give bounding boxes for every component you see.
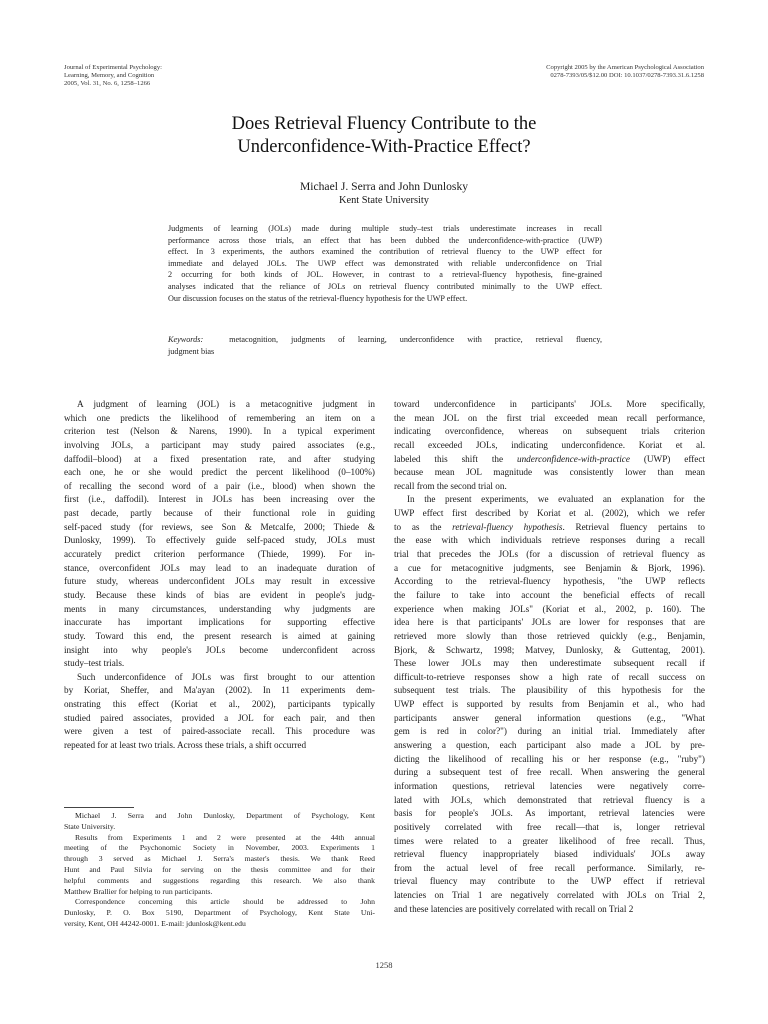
body-text-line: and these latencies are positively correlated with recall on Trial 2 <box>394 903 634 914</box>
body-text-line: trial that precedes the JOLs (for a discussion of retrieval fluency as <box>394 549 705 560</box>
body-text-line: insight into why people's JOLs become underconfident across <box>64 644 375 655</box>
body-text-line: each one, he or she would predict the percent likelihood (0–100%) <box>64 467 375 478</box>
authors: Michael J. Serra and John Dunlosky <box>299 180 469 193</box>
body-text-line: retrieved more slowly than those retrieved quickly (e.g., Benjamin, <box>394 630 705 641</box>
keywords <box>168 334 602 357</box>
title-line-2: Underconfidence-With-Practice Effect? <box>237 137 531 157</box>
body-text-line: the mean JOL on the first trial exceeded mean recall performance, <box>394 412 705 423</box>
body-text-line: gem is red in color?") during an initial trial. Immediately after <box>394 726 705 737</box>
body-text-line: These lower JOLs may then underestimate subsequent recall if <box>394 658 705 669</box>
article-title <box>64 113 704 159</box>
body-text-line: Such underconfidence of JOLs was first brought to our attention <box>77 671 375 682</box>
body-text-line: answering a question, each participant also made a JOL by pre- <box>394 740 705 751</box>
body-text-line: times were related to a greater likelihood of free recall. Thus, <box>394 835 705 846</box>
journal-subtitle: Learning, Memory, and Cognition <box>64 72 155 79</box>
body-text-line: stance, overconfident JOLs may lead to an inadequate duration of <box>64 562 375 573</box>
footnote-line: Results from Experiments 1 and 2 were presented at the 44th annual <box>75 832 375 842</box>
body-text-line: idea here is that participants' JOLs are lower for responses that are <box>394 617 705 628</box>
footnote-line: Correspondence concerning this article should be addressed to John <box>75 897 375 907</box>
body-text-line: UWP effect is supported by results from Benjamin et al., who had <box>394 699 705 710</box>
body-text-line: dicting the likelihood of recalling his or her response (e.g., "ruby") <box>394 753 705 764</box>
body-text-line: Dunlosky, 1999). To effectively guide self-paced study, JOLs must <box>64 535 375 546</box>
body-text-line: ments in many circumstances, understanding why judgments are <box>64 603 375 614</box>
abstract-line: effect. In 3 experiments, the authors examined the contribution of retrieval fluency to the UWP effect for <box>168 247 602 257</box>
body-text-line: criterion test (Nelson & Narens, 1990). In a typical experiment <box>64 426 375 437</box>
body-text-line: participants answer general information questions (e.g., "What <box>394 712 705 723</box>
footnote-line: helpful comments and suggestions regarding this research. We also thank <box>64 875 375 885</box>
left-column <box>64 398 375 753</box>
keywords-line <box>168 334 602 346</box>
footnote-rule <box>64 807 134 808</box>
body-text-line: retrieval fluency inappropriately biased individuals' JOLs away <box>394 849 705 860</box>
abstract-line: performance across those trials, an effect that has been dubbed the underconfidence-with-practice (UWP) <box>168 235 602 245</box>
body-text-line: recall exceeded JOLs, indicating underconfidence. Koriat et al. <box>394 439 705 450</box>
body-text-line: toward underconfidence in participants' JOLs. More specifically, <box>394 399 705 409</box>
body-text-line: indicating overconfidence, whereas on subsequent trials criterion <box>394 426 705 437</box>
body-text-line: study–test trials. <box>64 658 125 669</box>
footnote-line: through 3 served as Michael J. Serra's master's thesis. We thank Reed <box>64 854 375 864</box>
body-text-line: In the present experiments, we evaluated an explanation for the <box>407 494 705 505</box>
body-text-line: the ease with which individuals retrieve responses during a recall <box>394 535 705 546</box>
abstract-line: Judgments of learning (JOLs) made during multiple study–test trials underestimate increases in recall <box>168 224 602 233</box>
body-text-line: Bjork, & Schwartz, 1998; Matvey, Dunlosky, & Guttentag, 2001). <box>394 644 705 655</box>
footnote-line: Dunlosky, P. O. Box 5190, Department of Psychology, Kent State Uni- <box>64 908 375 918</box>
body-text-line: self-paced study (for reviews, see Son & Metcalfe, 2000; Thiede & <box>64 521 375 532</box>
body-text-line: experience when making JOLs" (Koriat et al., 2002, p. 160). The <box>394 603 705 614</box>
body-text-line: study. Toward this end, the present research is aimed at gaining <box>64 630 375 641</box>
body-text-line: A judgment of learning (JOL) is a metacognitive judgment in <box>77 399 375 409</box>
body-text-line: UWP effect first described by Koriat et al. (2002), which we refer <box>394 508 705 519</box>
footnote-line: Hunt and Paul Silvia for serving on the thesis committee and for their <box>64 864 375 874</box>
journal-name: Journal of Experimental Psychology: <box>64 64 162 71</box>
body-text-line: the failure to take into account the beneficial effects of recall <box>394 589 705 600</box>
copyright-line: Copyright 2005 by the American Psychological Association <box>546 64 704 71</box>
body-text-line: during a subsequent test of free recall. When answering the general <box>394 767 705 778</box>
body-text-line: studied paired associates, provided a JOL for each pair, and then <box>64 712 375 723</box>
body-text-line: to as the retrieval-fluency hypothesis. Retrieval fluency pertains to <box>394 521 706 532</box>
body-text-line: trieval fluency may contribute to the UWP effect if retrieval <box>394 876 705 887</box>
journal-volume: 2005, Vol. 31, No. 6, 1258–1266 <box>64 80 151 87</box>
body-text-line: a cue for metacognitive judgments, see Benjamin & Bjork, 1996). <box>394 562 705 573</box>
abstract <box>168 223 602 304</box>
footnote-line: State University. <box>64 821 116 831</box>
affiliation: Kent State University <box>338 195 430 206</box>
keywords-list: metacognition, judgments of learning, underconfidence with practice, retrieval fluency, <box>229 335 603 344</box>
body-text-line: inaccurate has important implications for supporting effective <box>64 617 375 628</box>
body-text-line: basis for people's JOLs. As important, retrieval latencies were <box>394 808 705 819</box>
body-text-line: because mean JOL magnitude was consistently lower than mean <box>394 467 705 478</box>
body-text-line: difficult-to-retrieve responses show a high rate of recall success on <box>394 671 705 682</box>
body-text-line: latencies on Trial 1 are negatively correlated with JOLs on Trial 2, <box>394 890 705 901</box>
abstract-line: 2 occurring for both kinds of JOL. However, in contrast to a retrieval-fluency hypothesis, fine-grained <box>168 270 602 280</box>
body-text-line: involving JOLs, a participant may study paired associates (e.g., <box>64 439 375 450</box>
footnote-line: Michael J. Serra and John Dunlosky, Department of Psychology, Kent <box>75 811 375 820</box>
footnote-line: versity, Kent, OH 44242-0001. E-mail: jdunlosk@kent.edu <box>64 918 246 928</box>
body-text-line: were given a test of paired-associate recall. This procedure was <box>64 726 375 737</box>
body-text-line: lated with JOLs, which demonstrated that retrieval fluency is a <box>394 794 705 805</box>
doi-line: 0278-7393/05/$12.00 DOI: 10.1037/0278-7393.31.6.1258 <box>550 72 704 79</box>
keywords-label: Keywords: <box>168 335 204 344</box>
body-text-line: positively correlated with free recall—that is, longer retrieval <box>394 821 705 832</box>
footnote-line: meeting of the Psychonomic Society in November, 2003. Experiments 1 <box>64 843 375 853</box>
body-text-line: future study, whereas underconfident JOLs may result in excessive <box>64 576 375 587</box>
body-text-line: recall from the second trial on. <box>394 480 507 491</box>
abstract-line: analyses indicated that the reliance of JOLs on retrieval fluency contributed minimally to the UWP effect. <box>168 281 602 291</box>
title-line-1: Does Retrieval Fluency Contribute to the <box>231 114 537 134</box>
body-text-line: by Koriat, Sheffer, and Ma'ayan (2002). In 11 experiments dem- <box>64 685 375 696</box>
abstract-line: Our discussion focuses on the status of the retrieval-fluency hypothesis for the UWP effect. <box>168 293 468 303</box>
keywords-list-cont: judgment bias <box>168 346 215 356</box>
body-text-line: from the actual level of free recall performance. Similarly, re- <box>394 862 705 873</box>
body-text-line: information questions, retrieval latencies were negatively corre- <box>394 780 705 791</box>
body-text-line: which one predicts the likelihood of remembering an item on a <box>64 412 375 423</box>
body-text-line: accurately predict criterion performance (Thiede, 1999). For in- <box>64 549 375 560</box>
body-text-line: of recalling the second word of a pair (i.e., blood) when shown the <box>64 480 375 491</box>
journal-header <box>64 64 162 88</box>
body-text-line: labeled this shift the underconfidence-with-practice (UWP) effect <box>394 453 706 464</box>
body-text-line: study. Because these kinds of bias are evident in people's judg- <box>64 589 375 600</box>
body-text-line: subsequent test trials. The plausibility of this hypothesis for the <box>394 685 705 696</box>
page-number: 1258 <box>375 960 393 970</box>
author-note <box>64 811 375 930</box>
body-text-line: repeated for at least two trials. Across these trials, a shift occurred <box>64 740 307 751</box>
body-text-line: onstrating this effect (Koriat et al., 2002), participants typically <box>64 699 375 710</box>
body-text-line: According to the retrieval-fluency hypothesis, "the UWP reflects <box>394 576 705 587</box>
right-column <box>394 398 705 916</box>
footnote-line: Matthew Brallier for helping to run participants. <box>64 886 213 896</box>
abstract-line: immediate and delayed JOLs. The UWP effect was demonstrated with reliable underconfidence on Trial <box>168 258 602 268</box>
body-text-line: past decade, partly because of their functional role in guiding <box>64 508 375 519</box>
body-text-line: daffodil–blood) at a fixed presentation rate, and after studying <box>64 453 375 464</box>
body-text-line: first (i.e., daffodil). Interest in JOLs has been increasing over the <box>64 494 375 505</box>
copyright-header <box>546 64 704 80</box>
